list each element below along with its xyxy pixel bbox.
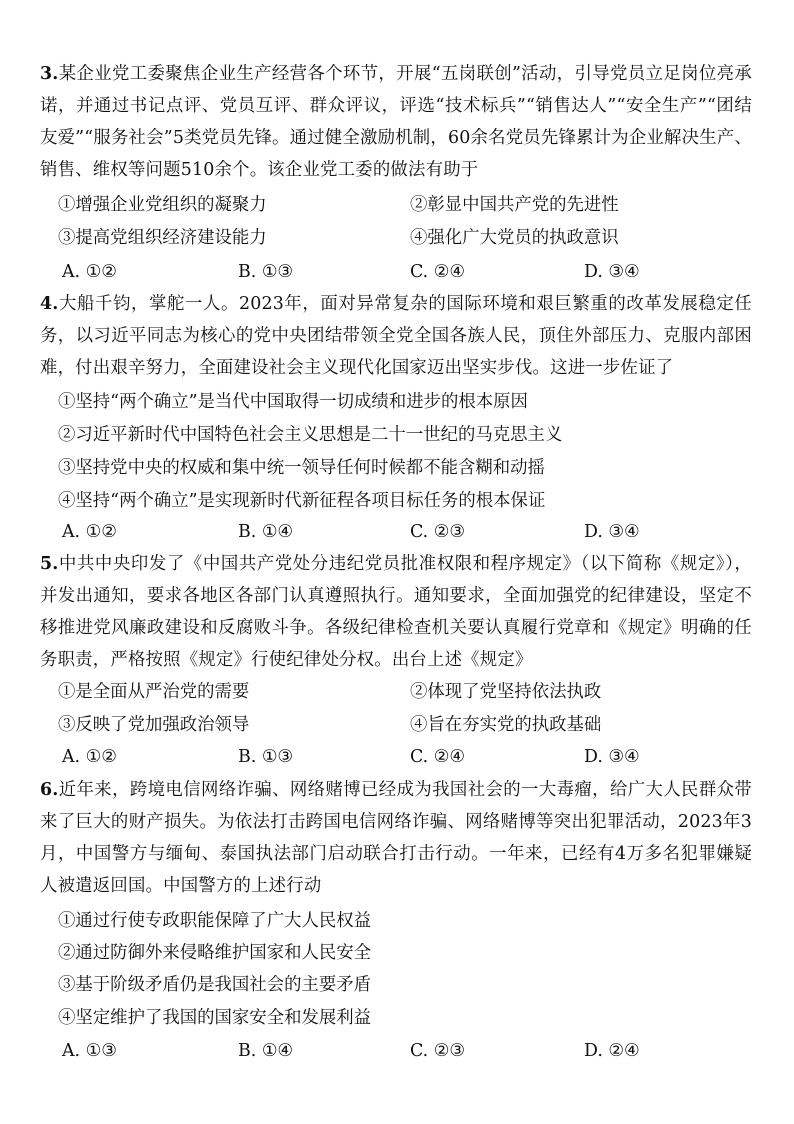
option-2: ②彰显中国共产党的先进性 [410, 195, 619, 215]
question-text: 中共中央印发了《中国共产党处分违纪党员批准权限和程序规定》（以下简称《规定》），并发出通知，要求各地区各部门认真遵照执行。通知要求，全面加强党的纪律建设，坚定不移推进党风廉政建设和反腐败斗争。各级纪律检查机关要认真履行党章和《规定》明确的任务职责，严格按照《规定》行使纪律处分权。出台上述《规定》 [40, 554, 752, 670]
question-3 [40, 58, 752, 282]
option-2: ②体现了党坚持依法执政 [410, 682, 602, 702]
question-5 [40, 548, 752, 767]
option-2: ②通过防御外来侵略维护国家和人民安全 [58, 943, 372, 963]
question-stem [40, 548, 752, 676]
answer-a: A. ①② [62, 262, 117, 282]
option-3: ③基于阶级矛盾仍是我国社会的主要矛盾 [58, 975, 372, 995]
answer-b: B. ①④ [238, 522, 294, 542]
option-2: ②习近平新时代中国特色社会主义思想是二十一世纪的马克思主义 [58, 425, 563, 445]
answer-c: C. ②③ [410, 1041, 465, 1061]
question-stem [40, 58, 752, 186]
answer-a: A. ①③ [62, 1041, 117, 1061]
question-text: 近年来，跨境电信网络诈骗、网络赌博已经成为我国社会的一大毒瘤，给广大人民群众带来了巨大的财产损失。为依法打击跨国电信网络诈骗、网络赌博等突出犯罪活动，2023年3月，中国警方与缅甸、泰国执法部门启动联合打击行动。一年来，已经有4万多名犯罪嫌疑人被遣返回国。中国警方的上述行动 [40, 780, 752, 896]
answer-a: A. ①② [62, 522, 117, 542]
answer-d: D. ②④ [584, 1041, 640, 1061]
question-number: 6. [40, 780, 59, 800]
answer-c: C. ②③ [410, 522, 465, 542]
answer-c: C. ②④ [410, 262, 465, 282]
option-1: ①是全面从严治党的需要 [58, 682, 250, 702]
option-1: ①通过行使专政职能保障了广大人民权益 [58, 911, 372, 931]
option-4: ④强化广大党员的执政意识 [410, 228, 619, 248]
option-4: ④坚持“两个确立”是实现新时代新征程各项目标任务的根本保证 [58, 491, 546, 511]
question-4 [40, 288, 752, 542]
answer-b: B. ①④ [238, 1041, 294, 1061]
answer-c: C. ②④ [410, 747, 465, 767]
question-number: 3. [40, 64, 59, 84]
option-1: ①增强企业党组织的凝聚力 [58, 195, 267, 215]
question-number: 4. [40, 294, 59, 314]
answer-d: D. ③④ [584, 262, 640, 282]
question-stem [40, 774, 752, 902]
question-text: 某企业党工委聚焦企业生产经营各个环节，开展“五岗联创”活动，引导党员立足岗位亮承诺，并通过书记点评、党员互评、群众评议，评选“技术标兵”“销售达人”“安全生产”“团结友爱”“服务社会”5类党员先锋。通过健全激励机制，60余名党员先锋累计为企业解决生产、销售、维权等问题510余个。该企业党工委的做法有助于 [40, 64, 752, 180]
answer-d: D. ③④ [584, 747, 640, 767]
question-number: 5. [40, 554, 59, 574]
answer-d: D. ③④ [584, 522, 640, 542]
answer-b: B. ①③ [238, 747, 294, 767]
option-4: ④旨在夯实党的执政基础 [410, 715, 602, 735]
question-6 [40, 774, 752, 1061]
question-text: 大船千钧，掌舵一人。2023年，面对异常复杂的国际环境和艰巨繁重的改革发展稳定任务，以习近平同志为核心的党中央团结带领全党全国各族人民，顶住外部压力、克服内部困难，付出艰辛努力，全面建设社会主义现代化国家迈出坚实步伐。这进一步佐证了 [40, 294, 752, 378]
option-3: ③提高党组织经济建设能力 [58, 228, 267, 248]
option-4: ④坚定维护了我国的国家安全和发展利益 [58, 1008, 372, 1028]
answer-b: B. ①③ [238, 262, 294, 282]
answer-a: A. ①② [62, 747, 117, 767]
option-1: ①坚持“两个确立”是当代中国取得一切成绩和进步的根本原因 [58, 392, 528, 412]
option-3: ③反映了党加强政治领导 [58, 715, 250, 735]
option-3: ③坚持党中央的权威和集中统一领导任何时候都不能含糊和动摇 [58, 458, 545, 478]
question-stem [40, 288, 752, 384]
